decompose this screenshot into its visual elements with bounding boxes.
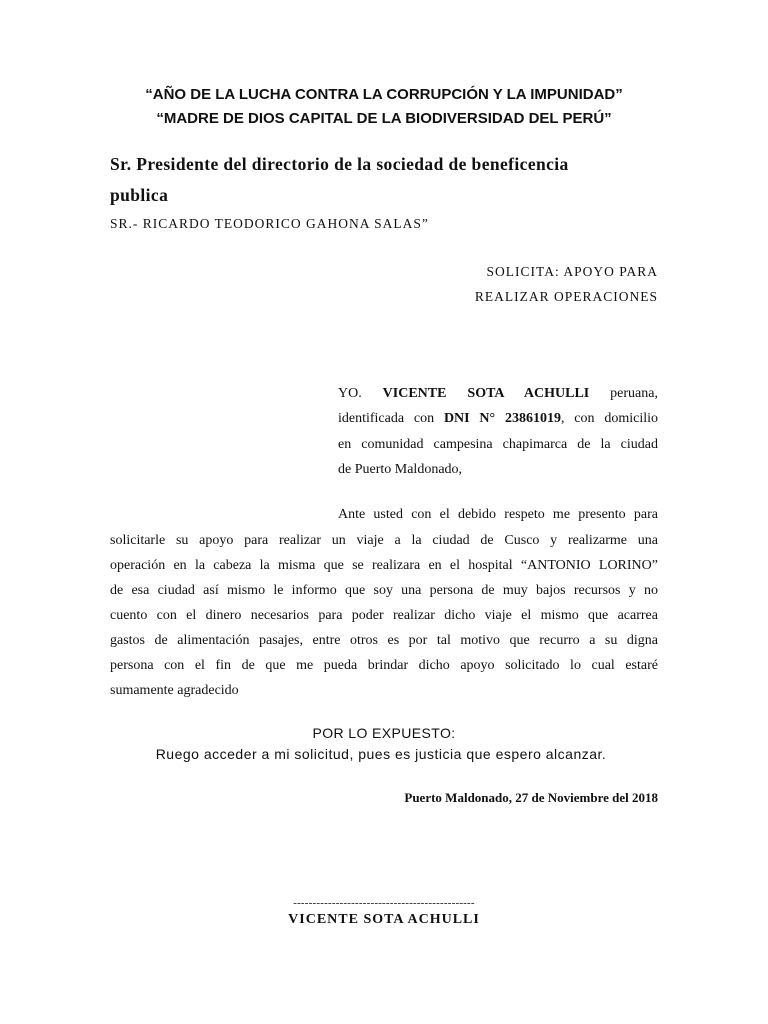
motto-line-1: “AÑO DE LA LUCHA CONTRA LA CORRUPCIÓN Y LA IMPUNIDAD” <box>145 86 623 103</box>
subject-line-2: REALIZAR OPERACIONES <box>474 289 658 304</box>
intro-prefix: YO. <box>338 386 383 401</box>
addressee-line-1: Sr. Presidente del directorio de la sociedad de beneficencia <box>110 154 569 174</box>
intro-line-3: en comunidad campesina chapimarca de la ciudad <box>338 437 658 452</box>
body-line-2: solicitarle su apoyo para realizar un viaje a la ciudad de Cusco y realizarme una <box>110 533 658 548</box>
intro-suffix: peruana, <box>589 386 658 401</box>
closing-request: Ruego acceder a mi solicitud, pues es justicia que espero alcanzar. <box>155 746 607 762</box>
body-line-8: sumamente agradecido <box>110 683 239 698</box>
body-line-5: cuento con el dinero necesarios para poder realizar dicho viaje el mismo que acarrea <box>110 608 658 623</box>
intro-line-1 <box>338 386 658 402</box>
dni-number: DNI N° 23861019 <box>443 411 561 426</box>
intro-line-4: de Puerto Maldonado, <box>338 462 463 477</box>
applicant-name: VICENTE SOTA ACHULLI <box>382 386 590 401</box>
place-date: Puerto Maldonado, 27 de Noviembre del 2018 <box>404 790 658 805</box>
motto-line-2: “MADRE DE DIOS CAPITAL DE LA BIODIVERSIDAD DEL PERÚ” <box>156 110 612 127</box>
body-line-7: persona con el fin de que me pueda brindar dicho apoyo solicitado lo cual estaré <box>110 658 658 673</box>
intro-dni-prefix: identificada con <box>338 411 444 426</box>
closing-heading: POR LO EXPUESTO: <box>312 725 456 741</box>
body-line-6: gastos de alimentación pasajes, entre otros es por tal motivo que recurro a su digna <box>110 633 658 648</box>
addressee-name: SR.- RICARDO TEODORICO GAHONA SALAS” <box>110 216 429 231</box>
body-line-4: de esa ciudad así mismo le informo que soy una persona de muy bajos recursos y no <box>110 583 658 598</box>
intro-line-2 <box>338 411 658 427</box>
signature-name: VICENTE SOTA ACHULLI <box>288 912 480 927</box>
intro-dni-suffix: , con domicilio <box>560 411 658 426</box>
body-line-1: Ante usted con el debido respeto me presento para <box>338 507 658 522</box>
subject-line-1: SOLICITA: APOYO PARA <box>486 264 658 279</box>
addressee-line-2: publica <box>110 185 169 205</box>
body-line-3: operación en la cabeza la misma que se realizara en el hospital “ANTONIO LORINO” <box>110 558 658 573</box>
signature-line: ----------------------------------------------- <box>293 897 475 909</box>
